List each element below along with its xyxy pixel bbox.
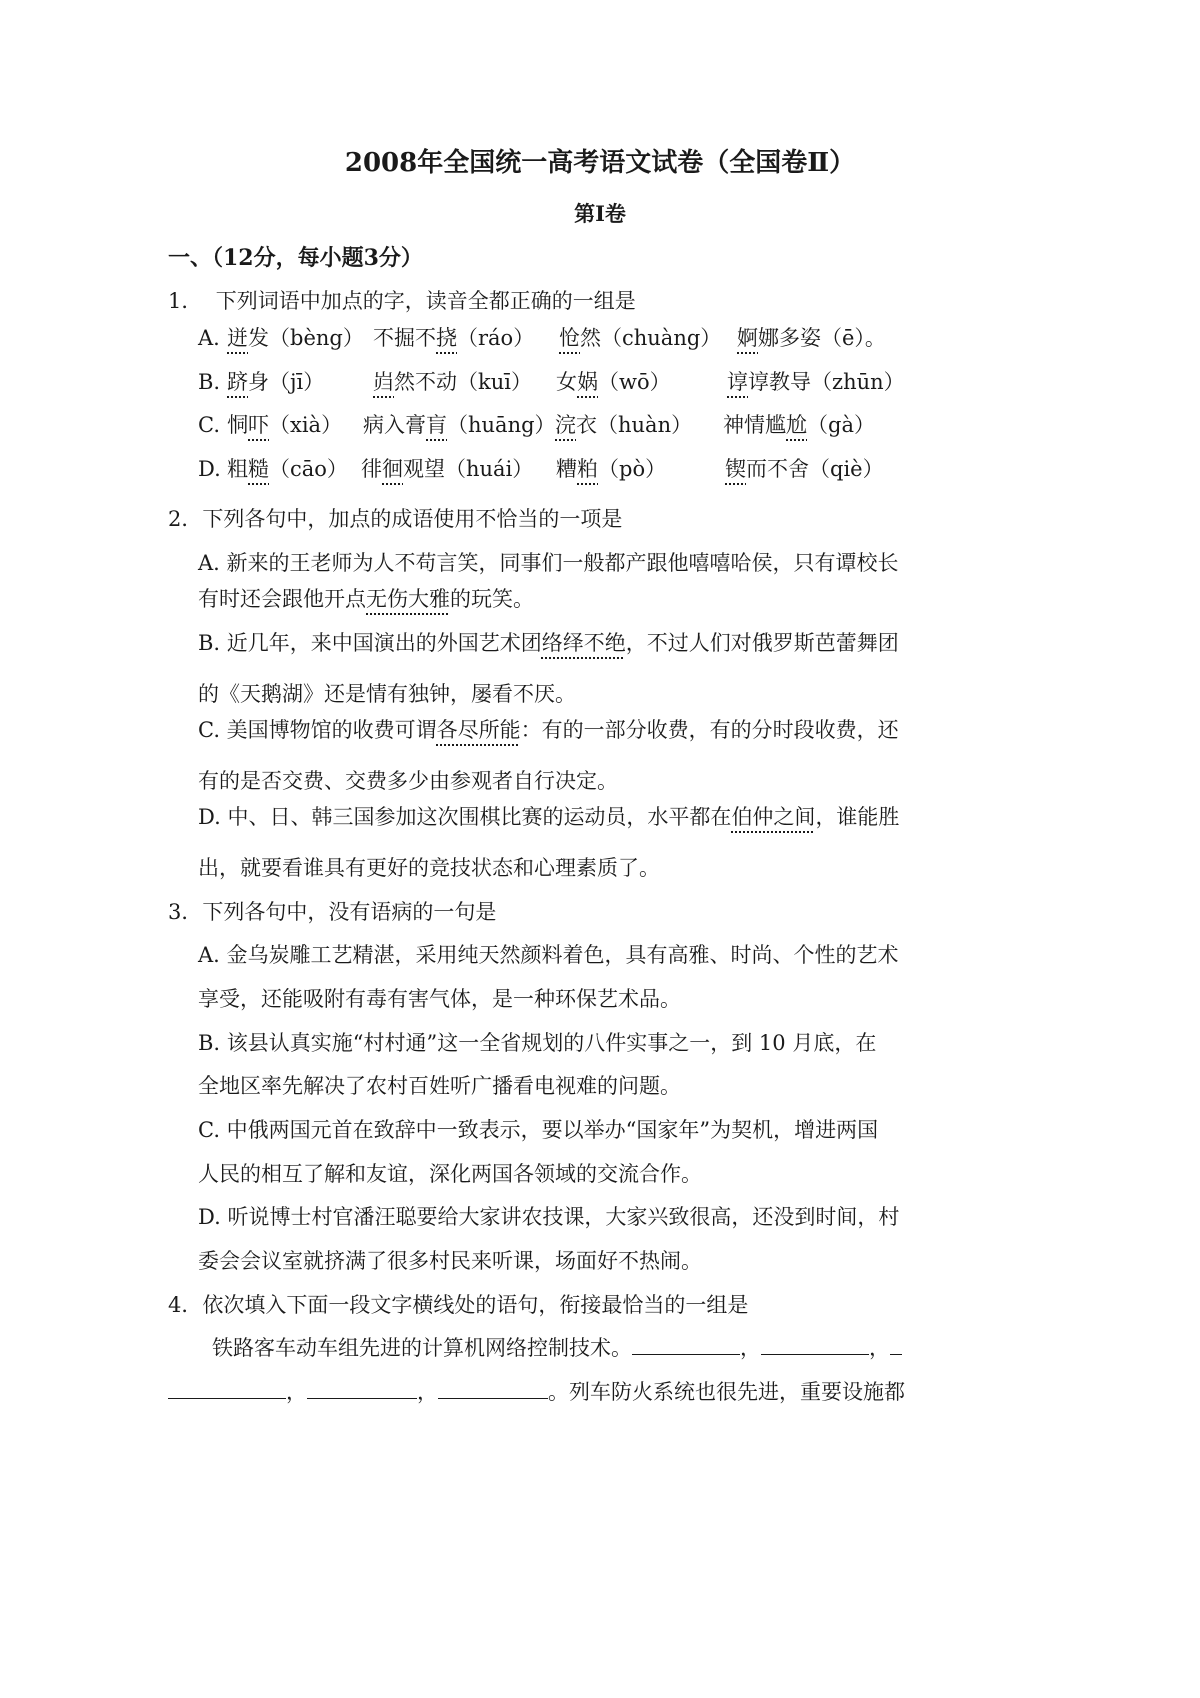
q1-c-item-1: 恫吓（xià） [227,413,343,437]
fill-blank-3-end[interactable] [168,1378,286,1399]
q2-option-d-line2: 出，就要看谁具有更好的竞技状态和心理素质了。 [198,856,660,880]
fill-blank-1[interactable] [632,1334,740,1355]
q1-b-item-3: 女娲（wō） [556,370,671,394]
q3-option-b-line1: B. 该县认真实施“村村通”这一全省规划的八件实事之一，到 10 月底，在 [198,1031,877,1055]
fill-blank-2[interactable] [761,1334,869,1355]
q4-stem: 4．依次填入下面一段文字横线处的语句，衔接最恰当的一组是 [168,1293,749,1317]
volume-heading: 第I卷 [574,201,626,226]
q2-option-a-line1: A. 新来的王老师为人不苟言笑，同事们一般都产跟他嘻嘻哈侯，只有谭校长 [198,551,899,575]
fill-blank-4[interactable] [307,1378,417,1399]
page-title: 2008年全国统一高考语文试卷（全国卷Ⅱ） [344,148,856,178]
q2-option-d-line1: D. 中、日、韩三国参加这次围棋比赛的运动员，水平都在伯仲之间，谁能胜 [198,805,900,829]
q1-a-item-1: 迸发（bèng） [227,326,364,350]
q3-stem: 3．下列各句中，没有语病的一句是 [168,900,497,924]
q1-d-label: D. [198,457,221,481]
q1-stem: 1． 下列词语中加点的字，读音全都正确的一组是 [168,289,636,313]
q1-c-label: C. [198,413,220,437]
q2-option-c-line1: C. 美国博物馆的收费可谓各尽所能：有的一部分收费，有的分时段收费，还 [198,718,899,742]
q1-b-item-2: 岿然不动（kuī） [373,370,532,394]
q1-d-item-2: 徘徊观望（huái） [361,457,534,481]
q1-b-item-4: 谆谆教导（zhūn） [727,370,905,394]
q1-d-item-1: 粗糙（cāo） [227,457,348,481]
q1-a-item-2: 不掘不挠（ráo） [373,326,535,350]
q2-option-c-line2: 有的是否交费、交费多少由参观者自行决定。 [198,769,618,793]
q3-option-c-line1: C. 中俄两国元首在致辞中一致表示，要以举办“国家年”为契机，增进两国 [198,1118,879,1142]
q1-a-item-4: 婀娜多姿（ē）。 [737,326,886,350]
q2-option-b-line2: 的《天鹅湖》还是情有独钟，屡看不厌。 [198,682,576,706]
q1-d-item-4: 锲而不舍（qiè） [725,457,884,481]
q3-option-b-line2: 全地区率先解决了农村百姓听广播看电视难的问题。 [198,1074,681,1098]
q1-c-item-4: 神情尴尬（gà） [723,413,875,437]
q1-d-item-3: 糟粕（pò） [556,457,667,481]
q1-a-label: A. [198,326,220,350]
q2-stem: 2．下列各句中，加点的成语使用不恰当的一项是 [168,507,623,531]
q3-option-a-line1: A. 金乌炭雕工艺精湛，采用纯天然颜料着色，具有高雅、时尚、个性的艺术 [198,943,899,967]
q4-passage-line1: 铁路客车动车组先进的计算机网络控制技术。 ， ， [212,1333,902,1363]
q3-option-d-line2: 委会会议室就挤满了很多村民来听课，场面好不热闹。 [198,1249,702,1273]
q1-c-item-3: 浣衣（huàn） [555,413,693,437]
q4-passage-line2: ， ， 。列车防火系统也很先进，重要设施都 [168,1377,905,1407]
fill-blank-5[interactable] [438,1378,548,1399]
q3-option-d-line1: D. 听说博士村官潘汪聪要给大家讲农技课，大家兴致很高，还没到时间，村 [198,1205,900,1229]
q1-c-item-2: 病入膏肓（huāng） [363,413,556,437]
q3-option-c-line2: 人民的相互了解和友谊，深化两国各领域的交流合作。 [198,1162,702,1186]
q1-a-item-3: 怆然（chuàng） [559,326,722,350]
section-header: 一、（12分，每小题3分） [168,245,423,271]
q2-option-a-line2: 有时还会跟他开点无伤大雅的玩笑。 [198,587,534,611]
q1-b-item-1: 跻身（jī） [227,370,325,394]
q2-option-b-line1: B. 近几年，来中国演出的外国艺术团络绎不绝，不过人们对俄罗斯芭蕾舞团 [198,631,899,655]
q3-option-a-line2: 享受，还能吸附有毒有害气体，是一种环保艺术品。 [198,987,681,1011]
fill-blank-3-start[interactable] [890,1334,902,1355]
q1-b-label: B. [198,370,221,394]
